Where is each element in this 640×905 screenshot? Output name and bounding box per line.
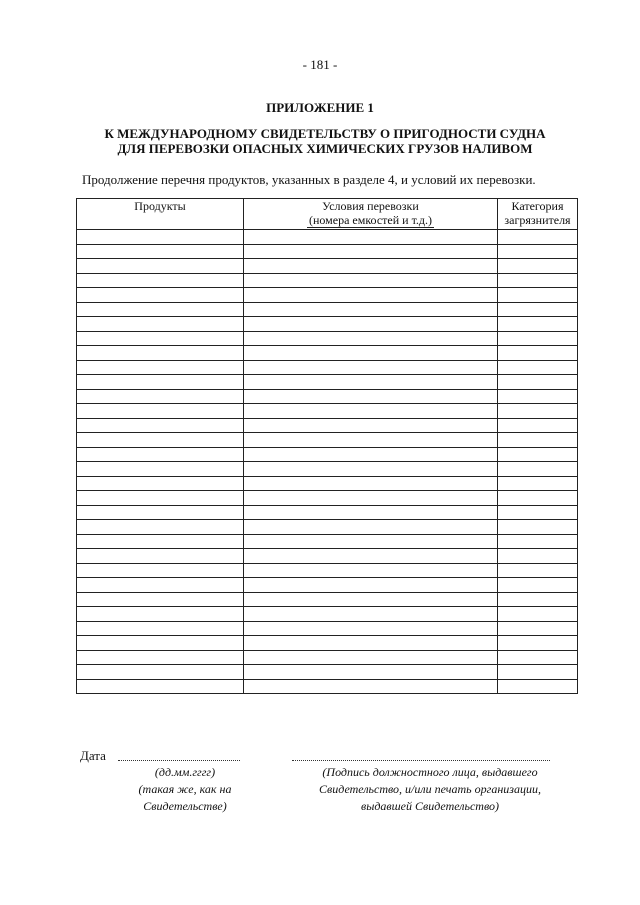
cell-category[interactable] <box>498 331 578 346</box>
table-row <box>77 230 578 245</box>
cell-conditions[interactable] <box>244 273 498 288</box>
cell-conditions[interactable] <box>244 505 498 520</box>
cell-conditions[interactable] <box>244 244 498 259</box>
page-title: ПРИЛОЖЕНИЕ 1 <box>266 100 374 115</box>
cell-conditions[interactable] <box>244 650 498 665</box>
table-row <box>77 433 578 448</box>
cell-conditions[interactable] <box>244 665 498 680</box>
table-row <box>77 375 578 390</box>
table-row <box>77 650 578 665</box>
cell-conditions[interactable] <box>244 592 498 607</box>
table-row <box>77 505 578 520</box>
cell-products[interactable] <box>77 462 244 477</box>
cell-products[interactable] <box>77 447 244 462</box>
cell-products[interactable] <box>77 607 244 622</box>
header-conditions: Условия перевозки (номера емкостей и т.д.) <box>244 199 498 230</box>
cell-products[interactable] <box>77 230 244 245</box>
table-row <box>77 578 578 593</box>
date-caption: (дд.мм.гггг) (такая же, как на Свидетельстве) <box>138 765 232 813</box>
table-row <box>77 317 578 332</box>
table-row <box>77 331 578 346</box>
cell-category[interactable] <box>498 607 578 622</box>
cell-category[interactable] <box>498 346 578 361</box>
table-row <box>77 563 578 578</box>
table-row <box>77 462 578 477</box>
cell-category[interactable] <box>498 592 578 607</box>
cell-products[interactable] <box>77 244 244 259</box>
table-row <box>77 549 578 564</box>
cell-conditions[interactable] <box>244 636 498 651</box>
table-row <box>77 418 578 433</box>
cell-products[interactable] <box>77 389 244 404</box>
page-number: - 181 - <box>302 57 338 72</box>
cell-category[interactable] <box>498 520 578 535</box>
cell-products[interactable] <box>77 491 244 506</box>
cell-conditions[interactable] <box>244 462 498 477</box>
table-row <box>77 665 578 680</box>
cell-category[interactable] <box>498 404 578 419</box>
cell-category[interactable] <box>498 288 578 303</box>
table-row <box>77 636 578 651</box>
cell-conditions[interactable] <box>244 331 498 346</box>
cell-conditions[interactable] <box>244 607 498 622</box>
table-row <box>77 346 578 361</box>
cell-products[interactable] <box>77 592 244 607</box>
cell-products[interactable] <box>77 346 244 361</box>
cell-products[interactable] <box>77 302 244 317</box>
cell-conditions[interactable] <box>244 549 498 564</box>
cell-category[interactable] <box>498 665 578 680</box>
cell-products[interactable] <box>77 433 244 448</box>
subtitle-line-2: ДЛЯ ПЕРЕВОЗКИ ОПАСНЫХ ХИМИЧЕСКИХ ГРУЗОВ НАЛИВОМ <box>117 141 533 156</box>
cell-conditions[interactable] <box>244 404 498 419</box>
table-row <box>77 476 578 491</box>
cell-conditions[interactable] <box>244 534 498 549</box>
cell-category[interactable] <box>498 549 578 564</box>
cell-category[interactable] <box>498 491 578 506</box>
cell-category[interactable] <box>498 679 578 694</box>
date-field-line[interactable] <box>118 760 240 761</box>
cell-conditions[interactable] <box>244 389 498 404</box>
table-row <box>77 273 578 288</box>
cell-category[interactable] <box>498 389 578 404</box>
cell-category[interactable] <box>498 505 578 520</box>
cell-category[interactable] <box>498 317 578 332</box>
cell-conditions[interactable] <box>244 418 498 433</box>
cell-products[interactable] <box>77 621 244 636</box>
cell-category[interactable] <box>498 302 578 317</box>
table-row <box>77 288 578 303</box>
cell-category[interactable] <box>498 534 578 549</box>
cell-products[interactable] <box>77 665 244 680</box>
cell-products[interactable] <box>77 679 244 694</box>
cell-category[interactable] <box>498 636 578 651</box>
cell-category[interactable] <box>498 273 578 288</box>
table-row <box>77 520 578 535</box>
cell-products[interactable] <box>77 563 244 578</box>
cell-products[interactable] <box>77 520 244 535</box>
cell-products[interactable] <box>77 476 244 491</box>
cell-category[interactable] <box>498 447 578 462</box>
cell-conditions[interactable] <box>244 302 498 317</box>
cell-conditions[interactable] <box>244 360 498 375</box>
cell-products[interactable] <box>77 578 244 593</box>
header-category: Категория загрязнителя <box>498 199 578 230</box>
table-row <box>77 592 578 607</box>
table-row <box>77 259 578 274</box>
cell-conditions[interactable] <box>244 563 498 578</box>
cell-conditions[interactable] <box>244 447 498 462</box>
cell-category[interactable] <box>498 259 578 274</box>
cell-products[interactable] <box>77 288 244 303</box>
cell-products[interactable] <box>77 317 244 332</box>
cell-products[interactable] <box>77 360 244 375</box>
table-row <box>77 679 578 694</box>
cell-conditions[interactable] <box>244 259 498 274</box>
table-row <box>77 244 578 259</box>
cell-products[interactable] <box>77 375 244 390</box>
cell-category[interactable] <box>498 621 578 636</box>
table-row <box>77 534 578 549</box>
table-row <box>77 607 578 622</box>
table-row <box>77 404 578 419</box>
table-row <box>77 389 578 404</box>
cell-category[interactable] <box>498 244 578 259</box>
cell-conditions[interactable] <box>244 621 498 636</box>
cell-conditions[interactable] <box>244 578 498 593</box>
signature-field-line[interactable] <box>292 760 550 761</box>
table-row <box>77 302 578 317</box>
table-row <box>77 360 578 375</box>
cell-products[interactable] <box>77 273 244 288</box>
cell-conditions[interactable] <box>244 317 498 332</box>
intro-text: Продолжение перечня продуктов, указанных в разделе 4, и условий их перевозки. <box>82 172 536 187</box>
cell-conditions[interactable] <box>244 375 498 390</box>
products-table <box>76 198 578 694</box>
cell-category[interactable] <box>498 418 578 433</box>
cell-category[interactable] <box>498 230 578 245</box>
table-row <box>77 491 578 506</box>
cell-category[interactable] <box>498 476 578 491</box>
cell-category[interactable] <box>498 462 578 477</box>
cell-category[interactable] <box>498 433 578 448</box>
cell-conditions[interactable] <box>244 679 498 694</box>
cell-category[interactable] <box>498 578 578 593</box>
cell-products[interactable] <box>77 549 244 564</box>
cell-conditions[interactable] <box>244 491 498 506</box>
table-header-row <box>77 199 578 230</box>
cell-products[interactable] <box>77 650 244 665</box>
cell-conditions[interactable] <box>244 288 498 303</box>
cell-category[interactable] <box>498 360 578 375</box>
cell-conditions[interactable] <box>244 433 498 448</box>
cell-category[interactable] <box>498 563 578 578</box>
cell-products[interactable] <box>77 505 244 520</box>
table-body <box>77 230 578 694</box>
header-conditions-sub: (номера емкостей и т.д.) <box>308 213 433 227</box>
table-row <box>77 621 578 636</box>
subtitle-line-1: К МЕЖДУНАРОДНОМУ СВИДЕТЕЛЬСТВУ О ПРИГОДНОСТИ СУДНА <box>104 126 546 141</box>
table-row <box>77 447 578 462</box>
date-label: Дата <box>80 748 106 763</box>
cell-products[interactable] <box>77 259 244 274</box>
cell-category[interactable] <box>498 375 578 390</box>
header-products: Продукты <box>77 199 244 230</box>
cell-conditions[interactable] <box>244 476 498 491</box>
signature-caption: (Подпись должностного лица, выдавшего Свидетельство, и/или печать организации, выдавшей Свидетельство) <box>319 765 541 813</box>
cell-products[interactable] <box>77 636 244 651</box>
page-subtitle <box>60 126 590 156</box>
cell-products[interactable] <box>77 404 244 419</box>
cell-products[interactable] <box>77 331 244 346</box>
cell-conditions[interactable] <box>244 520 498 535</box>
cell-conditions[interactable] <box>244 230 498 245</box>
cell-category[interactable] <box>498 650 578 665</box>
cell-conditions[interactable] <box>244 346 498 361</box>
cell-products[interactable] <box>77 534 244 549</box>
cell-products[interactable] <box>77 418 244 433</box>
